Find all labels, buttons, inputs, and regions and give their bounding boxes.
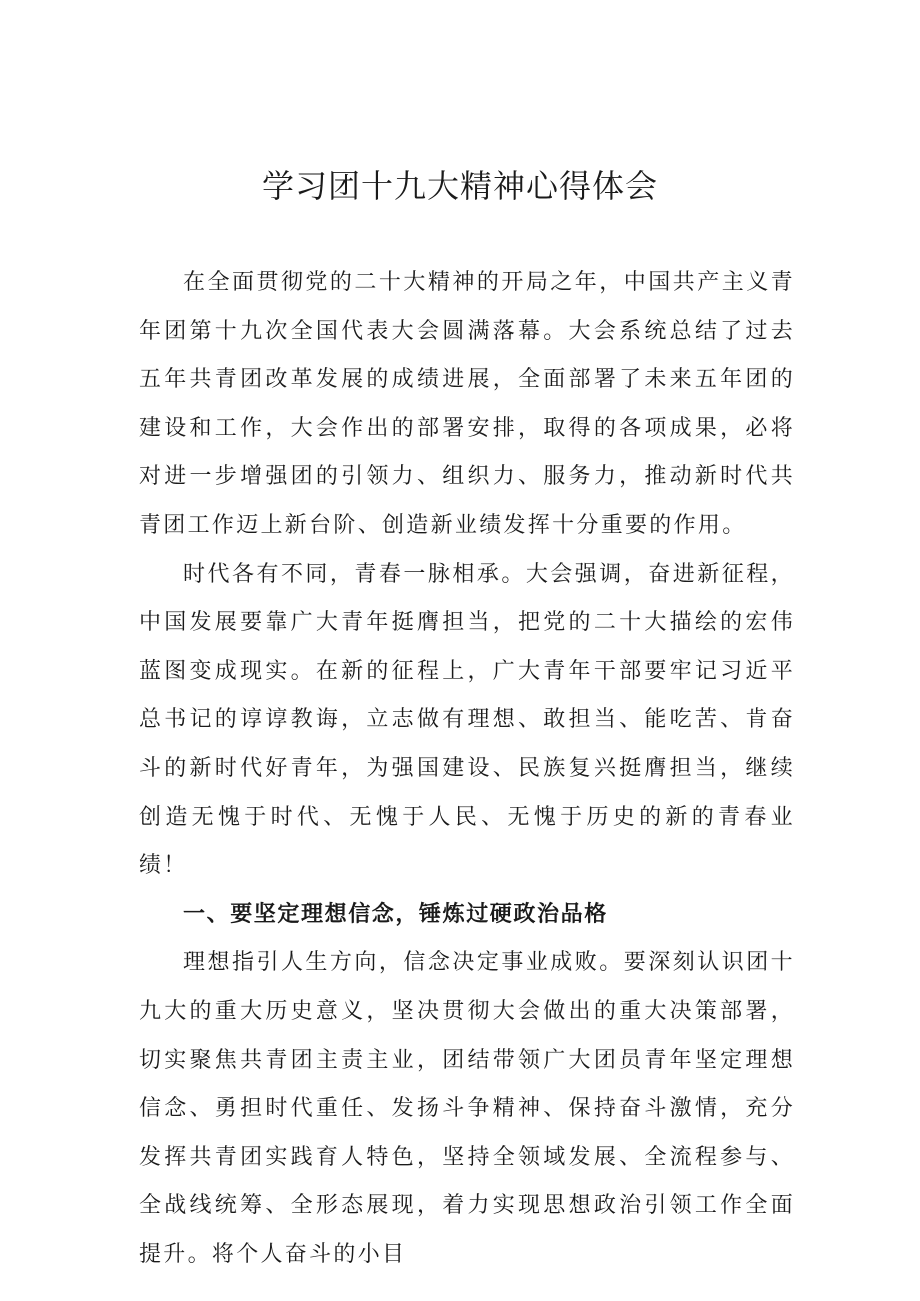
document-title: 学习团十九大精神心得体会 [261,167,658,205]
section-heading: 一、要坚定理想信念，锤炼过硬政治品格 [183,901,608,927]
document-body [139,259,795,1279]
paragraph: 时代各有不同，青春一脉相承。大会强调，奋进新征程，中国发展要靠广大青年挺膺担当，把党的二十大描绘的宏伟蓝图变成现实。在新的征程上，广大青年干部要牢记习近平总书记的谆谆教诲，立志做有理想、敢担当、能吃苦、肯奋斗的新时代好青年，为强国建设、民族复兴挺膺担当，继续创造无愧于时代、无愧于人民、无愧于历史的新的青春业绩！ [139,561,795,879]
paragraph: 理想指引人生方向，信念决定事业成败。要深刻认识团十九大的重大历史意义，坚决贯彻大会做出的重大决策部署，切实聚焦共青团主责主业，团结带领广大团员青年坚定理想信念、勇担时代重任、发扬斗争精神、保持奋斗激情，充分发挥共青团实践育人特色，坚持全领域发展、全流程参与、全战线统筹、全形态展现，着力实现思想政治引领工作全面提升。将个人奋斗的小目 [139,950,795,1267]
paragraph: 在全面贯彻党的二十大精神的开局之年，中国共产主义青年团第十九次全国代表大会圆满落幕。大会系统总结了过去五年共青团改革发展的成绩进展，全面部署了未来五年团的建设和工作，大会作出的部署安排，取得的各项成果，必将对进一步增强团的引领力、组织力、服务力，推动新时代共青团工作迈上新台阶、创造新业绩发挥十分重要的作用。 [139,270,795,538]
